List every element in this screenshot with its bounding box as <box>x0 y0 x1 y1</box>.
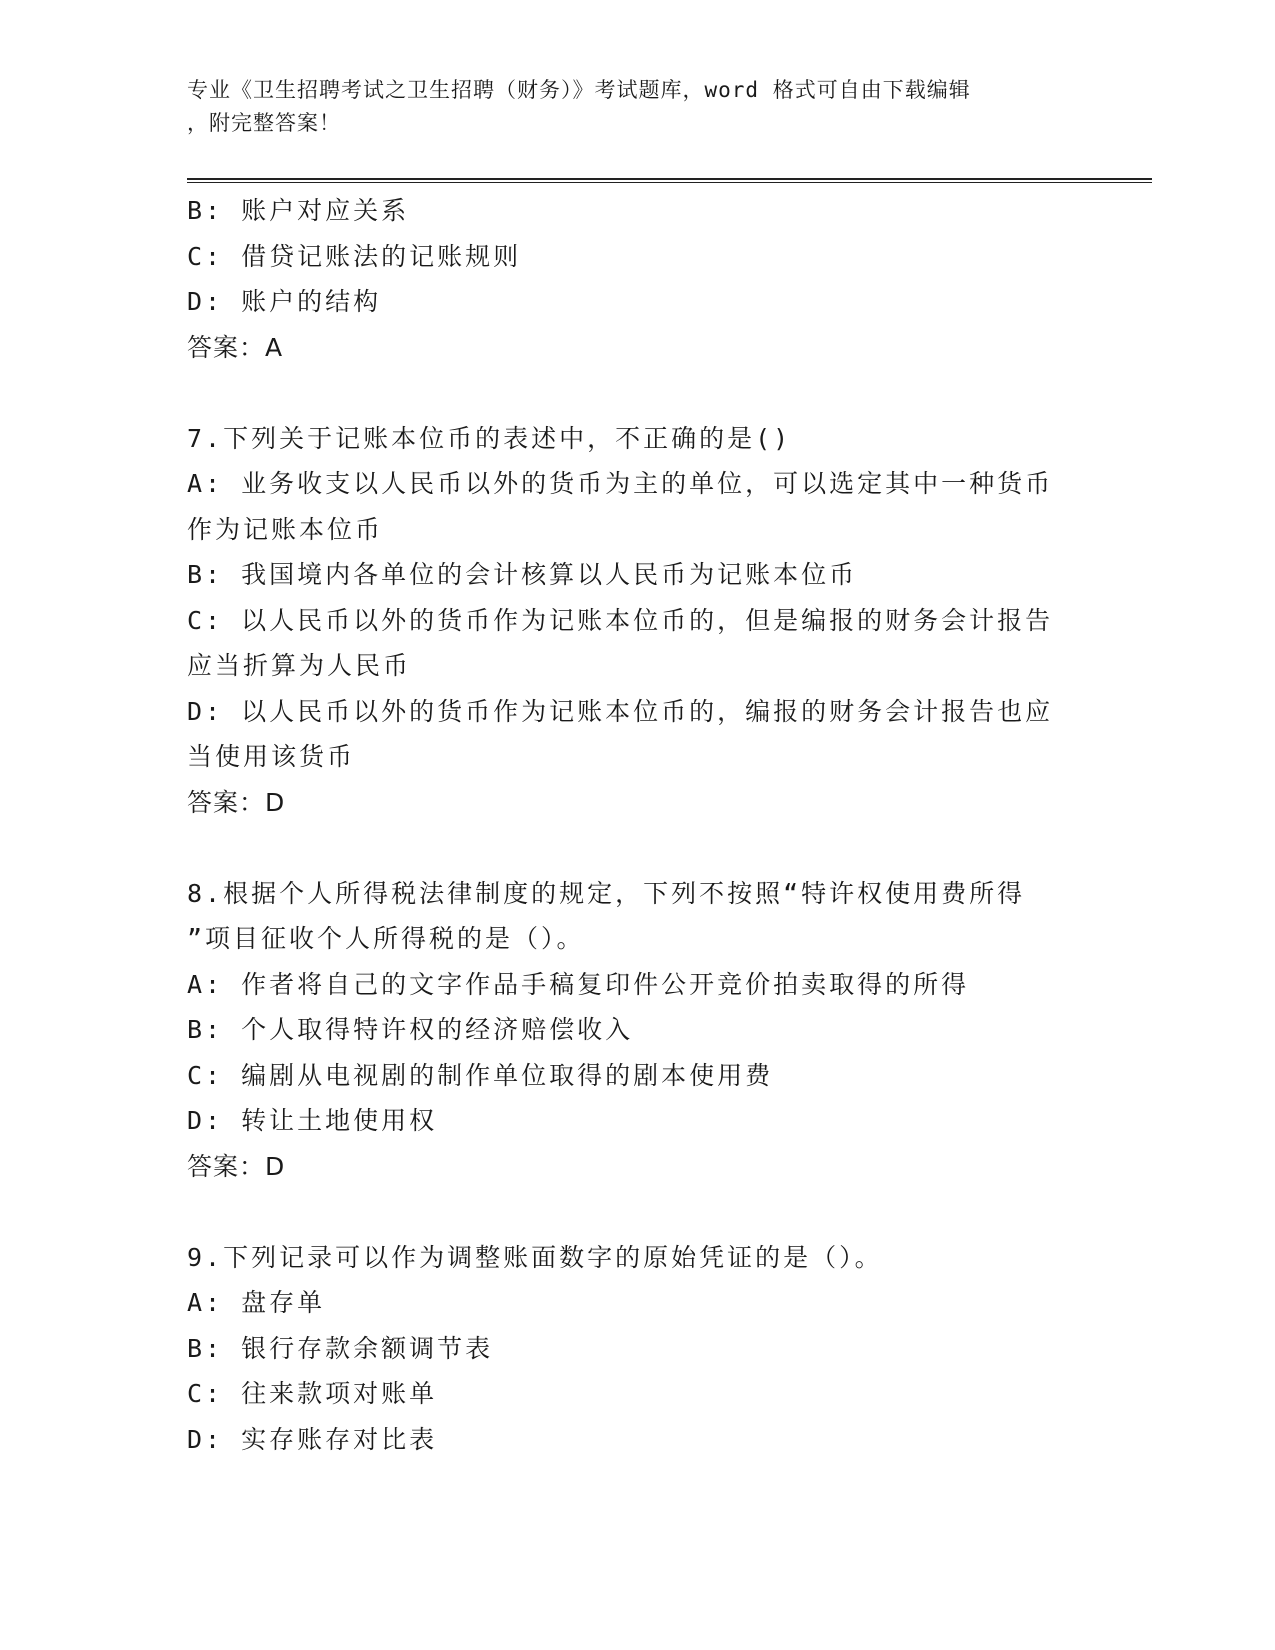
option-c: C: 借贷记账法的记账规则 <box>187 241 522 271</box>
page-header <box>187 74 1067 140</box>
question-stem: 9.下列记录可以作为调整账面数字的原始凭证的是（）。 <box>187 1242 883 1272</box>
spacer <box>187 825 1077 871</box>
option-d: D: 转让土地使用权 <box>187 1106 438 1135</box>
header-divider-thin <box>187 182 1152 183</box>
option-c: C: 编剧从电视剧的制作单位取得的剧本使用费 <box>187 1060 774 1090</box>
spacer <box>187 1189 1077 1235</box>
question-8 <box>187 871 1077 1190</box>
question-list <box>187 188 1077 1462</box>
option-a: A: 业务收支以人民币以外的货币为主的单位，可以选定其中一种货币 <box>187 469 1054 498</box>
option-a: A: 作者将自己的文字作品手稿复印件公开竞价拍卖取得的所得 <box>187 969 970 999</box>
spacer <box>187 370 1077 416</box>
option-a-continued: 作为记账本位币 <box>187 514 384 544</box>
answer: 答案：D <box>187 787 286 817</box>
header-line-1: 专业《卫生招聘考试之卫生招聘（财务）》考试题库，word 格式可自由下载编辑 <box>187 78 971 102</box>
answer: 答案：D <box>187 1151 286 1181</box>
option-d: D: 以人民币以外的货币作为记账本位币的，编报的财务会计报告也应 <box>187 696 1054 726</box>
header-divider-thick <box>187 178 1152 180</box>
option-d-continued: 当使用该货币 <box>187 742 356 771</box>
option-b: B: 账户对应关系 <box>187 196 410 225</box>
question-stem: 7.下列关于记账本位币的表述中，不正确的是() <box>187 423 792 453</box>
option-c: C: 以人民币以外的货币作为记账本位币的，但是编报的财务会计报告 <box>187 605 1054 635</box>
question-stem: 8.根据个人所得税法律制度的规定，下列不按照“特许权使用费所得 <box>187 878 1026 908</box>
question-6 <box>187 188 1077 370</box>
question-9 <box>187 1235 1077 1463</box>
option-c: C: 往来款项对账单 <box>187 1379 438 1408</box>
option-d: D: 账户的结构 <box>187 287 382 316</box>
question-stem-continued: ”项目征收个人所得税的是（）。 <box>187 924 585 953</box>
option-b: B: 银行存款余额调节表 <box>187 1333 494 1363</box>
option-b: B: 我国境内各单位的会计核算以人民币为记账本位币 <box>187 560 858 589</box>
option-a: A: 盘存单 <box>187 1288 326 1317</box>
option-d: D: 实存账存对比表 <box>187 1424 438 1454</box>
answer: 答案：A <box>187 332 284 362</box>
option-b: B: 个人取得特许权的经济赔偿收入 <box>187 1015 634 1044</box>
option-c-continued: 应当折算为人民币 <box>187 651 412 680</box>
header-line-2: ，附完整答案！ <box>187 111 341 135</box>
question-7 <box>187 416 1077 826</box>
